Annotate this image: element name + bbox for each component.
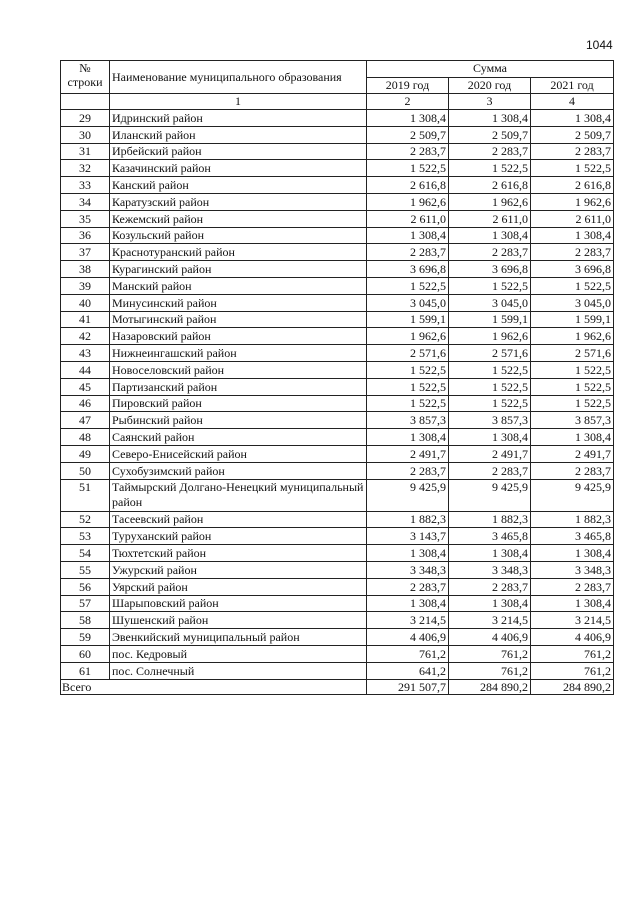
table-row	[61, 612, 614, 629]
value-2020: 2 283,7	[449, 143, 531, 160]
municipality-name: Рыбинский район	[110, 412, 367, 429]
row-number: 29	[61, 110, 110, 127]
total-2020: 284 890,2	[449, 679, 531, 694]
value-2020: 1 308,4	[449, 227, 531, 244]
value-2019: 3 143,7	[367, 528, 449, 545]
row-number: 38	[61, 261, 110, 278]
table-row	[61, 561, 614, 578]
value-2021: 1 522,5	[531, 160, 614, 177]
table-row	[61, 595, 614, 612]
municipality-name: Мотыгинский район	[110, 311, 367, 328]
value-2021: 3 465,8	[531, 528, 614, 545]
row-number: 49	[61, 445, 110, 462]
table-row	[61, 311, 614, 328]
col-num-empty	[61, 94, 110, 110]
row-number: 55	[61, 561, 110, 578]
row-number: 61	[61, 662, 110, 679]
value-2021: 2 509,7	[531, 126, 614, 143]
row-number: 52	[61, 511, 110, 528]
value-2019: 2 616,8	[367, 177, 449, 194]
budget-table	[60, 60, 614, 695]
row-number: 32	[61, 160, 110, 177]
value-2021: 2 491,7	[531, 445, 614, 462]
value-2020: 1 308,4	[449, 429, 531, 446]
value-2020: 1 308,4	[449, 545, 531, 562]
value-2021: 2 283,7	[531, 143, 614, 160]
col-num-3: 3	[449, 94, 531, 110]
value-2019: 1 308,4	[367, 110, 449, 127]
municipality-name: Казачинский район	[110, 160, 367, 177]
value-2019: 1 962,6	[367, 193, 449, 210]
table-row	[61, 462, 614, 479]
table-row	[61, 328, 614, 345]
municipality-name: Пировский район	[110, 395, 367, 412]
value-2020: 2 509,7	[449, 126, 531, 143]
value-2020: 3 465,8	[449, 528, 531, 545]
municipality-name: Тасеевский район	[110, 511, 367, 528]
municipality-name: Ирбейский район	[110, 143, 367, 160]
value-2019: 3 348,3	[367, 561, 449, 578]
municipality-name: Канский район	[110, 177, 367, 194]
row-number: 53	[61, 528, 110, 545]
table-row	[61, 193, 614, 210]
value-2021: 1 962,6	[531, 328, 614, 345]
municipality-name: Каратузский район	[110, 193, 367, 210]
municipality-name: Шушенский район	[110, 612, 367, 629]
municipality-name: Минусинский район	[110, 294, 367, 311]
value-2019: 1 882,3	[367, 511, 449, 528]
value-2020: 1 308,4	[449, 595, 531, 612]
municipality-name: Тюхтетский район	[110, 545, 367, 562]
table-row	[61, 143, 614, 160]
value-2020: 2 571,6	[449, 345, 531, 362]
row-number: 48	[61, 429, 110, 446]
value-2020: 1 522,5	[449, 395, 531, 412]
table-row	[61, 378, 614, 395]
row-number: 41	[61, 311, 110, 328]
value-2020: 2 611,0	[449, 210, 531, 227]
value-2019: 1 522,5	[367, 378, 449, 395]
value-2019: 1 522,5	[367, 395, 449, 412]
value-2021: 3 696,8	[531, 261, 614, 278]
value-2019: 1 522,5	[367, 277, 449, 294]
value-2020: 3 214,5	[449, 612, 531, 629]
value-2021: 1 308,4	[531, 429, 614, 446]
row-number: 47	[61, 412, 110, 429]
table-row	[61, 662, 614, 679]
table-row	[61, 345, 614, 362]
table-row	[61, 545, 614, 562]
row-number-symbol: №	[79, 61, 91, 75]
row-number: 44	[61, 361, 110, 378]
municipality-name: Туруханский район	[110, 528, 367, 545]
year-header-2020: 2020 год	[449, 78, 531, 94]
municipality-name: Назаровский район	[110, 328, 367, 345]
value-2021: 4 406,9	[531, 629, 614, 646]
row-number: 54	[61, 545, 110, 562]
value-2019: 3 045,0	[367, 294, 449, 311]
value-2019: 1 599,1	[367, 311, 449, 328]
year-header-2019: 2019 год	[367, 78, 449, 94]
value-2021: 3 348,3	[531, 561, 614, 578]
table-row	[61, 412, 614, 429]
value-2019: 2 611,0	[367, 210, 449, 227]
value-2020: 2 283,7	[449, 462, 531, 479]
table-row	[61, 395, 614, 412]
municipality-name: Северо-Енисейский район	[110, 445, 367, 462]
row-number-header	[61, 61, 110, 94]
col-num-1: 1	[110, 94, 367, 110]
municipality-name: Кежемский район	[110, 210, 367, 227]
year-header-2021: 2021 год	[531, 78, 614, 94]
value-2019: 641,2	[367, 662, 449, 679]
value-2019: 2 491,7	[367, 445, 449, 462]
col-num-2: 2	[367, 94, 449, 110]
value-2020: 1 522,5	[449, 378, 531, 395]
value-2021: 2 571,6	[531, 345, 614, 362]
value-2020: 1 522,5	[449, 277, 531, 294]
table-row	[61, 210, 614, 227]
value-2019: 761,2	[367, 645, 449, 662]
value-2019: 2 283,7	[367, 143, 449, 160]
row-number: 57	[61, 595, 110, 612]
value-2019: 2 571,6	[367, 345, 449, 362]
value-2020: 1 522,5	[449, 361, 531, 378]
table-body	[61, 110, 614, 680]
value-2021: 2 283,7	[531, 244, 614, 261]
value-2019: 3 857,3	[367, 412, 449, 429]
row-number: 51	[61, 479, 110, 511]
table-row	[61, 645, 614, 662]
value-2020: 2 491,7	[449, 445, 531, 462]
value-2019: 1 962,6	[367, 328, 449, 345]
value-2021: 2 283,7	[531, 462, 614, 479]
value-2021: 2 616,8	[531, 177, 614, 194]
total-label: Всего	[61, 679, 367, 694]
value-2021: 1 522,5	[531, 395, 614, 412]
row-number: 45	[61, 378, 110, 395]
value-2019: 2 509,7	[367, 126, 449, 143]
value-2020: 1 599,1	[449, 311, 531, 328]
value-2021: 1 522,5	[531, 277, 614, 294]
value-2020: 3 696,8	[449, 261, 531, 278]
total-row	[61, 679, 614, 694]
value-2021: 1 962,6	[531, 193, 614, 210]
value-2021: 3 214,5	[531, 612, 614, 629]
municipality-name: пос. Солнечный	[110, 662, 367, 679]
value-2021: 1 308,4	[531, 545, 614, 562]
row-number: 36	[61, 227, 110, 244]
municipality-name: Партизанский район	[110, 378, 367, 395]
value-2020: 4 406,9	[449, 629, 531, 646]
value-2020: 2 616,8	[449, 177, 531, 194]
value-2019: 1 308,4	[367, 545, 449, 562]
value-2021: 1 308,4	[531, 227, 614, 244]
value-2021: 3 857,3	[531, 412, 614, 429]
value-2019: 2 283,7	[367, 462, 449, 479]
table-row	[61, 244, 614, 261]
page-number: 1044	[586, 38, 613, 52]
total-2019: 291 507,7	[367, 679, 449, 694]
table-row	[61, 126, 614, 143]
table-row	[61, 511, 614, 528]
value-2021: 3 045,0	[531, 294, 614, 311]
value-2021: 761,2	[531, 662, 614, 679]
value-2020: 1 962,6	[449, 328, 531, 345]
municipality-name: Уярский район	[110, 578, 367, 595]
value-2020: 761,2	[449, 645, 531, 662]
value-2020: 1 962,6	[449, 193, 531, 210]
table-row	[61, 160, 614, 177]
municipality-name: Иланский район	[110, 126, 367, 143]
municipality-name: Саянский район	[110, 429, 367, 446]
col-num-4: 4	[531, 94, 614, 110]
row-number: 50	[61, 462, 110, 479]
municipality-name: Краснотуранский район	[110, 244, 367, 261]
value-2020: 1 308,4	[449, 110, 531, 127]
value-2020: 9 425,9	[449, 479, 531, 511]
value-2021: 1 522,5	[531, 361, 614, 378]
row-number: 42	[61, 328, 110, 345]
value-2021: 761,2	[531, 645, 614, 662]
value-2019: 2 283,7	[367, 578, 449, 595]
value-2021: 1 308,4	[531, 595, 614, 612]
municipality-name: Нижнеингашский район	[110, 345, 367, 362]
table-row	[61, 479, 614, 511]
row-number: 37	[61, 244, 110, 261]
table-row	[61, 261, 614, 278]
row-number: 56	[61, 578, 110, 595]
value-2019: 4 406,9	[367, 629, 449, 646]
table-row	[61, 294, 614, 311]
value-2021: 1 599,1	[531, 311, 614, 328]
municipality-name: Манский район	[110, 277, 367, 294]
municipality-name: Курагинский район	[110, 261, 367, 278]
table-row	[61, 177, 614, 194]
municipality-name: Эвенкийский муниципальный район	[110, 629, 367, 646]
row-number: 46	[61, 395, 110, 412]
value-2020: 2 283,7	[449, 578, 531, 595]
table-row	[61, 277, 614, 294]
table-row	[61, 629, 614, 646]
row-number: 31	[61, 143, 110, 160]
table-row	[61, 429, 614, 446]
sum-header: Сумма	[367, 61, 614, 78]
name-header: Наименование муниципального образования	[110, 61, 367, 94]
row-number: 58	[61, 612, 110, 629]
table-row	[61, 528, 614, 545]
municipality-name: Шарыповский район	[110, 595, 367, 612]
municipality-name: Таймырский Долгано-Ненецкий муниципальный район	[110, 479, 367, 511]
value-2020: 2 283,7	[449, 244, 531, 261]
row-number: 43	[61, 345, 110, 362]
value-2019: 1 522,5	[367, 160, 449, 177]
row-number-word: строки	[67, 75, 103, 89]
value-2020: 3 857,3	[449, 412, 531, 429]
row-number: 30	[61, 126, 110, 143]
value-2021: 9 425,9	[531, 479, 614, 511]
value-2019: 1 308,4	[367, 227, 449, 244]
table-row	[61, 227, 614, 244]
municipality-name: Сухобузимский район	[110, 462, 367, 479]
row-number: 59	[61, 629, 110, 646]
municipality-name: Ужурский район	[110, 561, 367, 578]
row-number: 34	[61, 193, 110, 210]
value-2019: 2 283,7	[367, 244, 449, 261]
total-2021: 284 890,2	[531, 679, 614, 694]
row-number: 35	[61, 210, 110, 227]
value-2019: 3 214,5	[367, 612, 449, 629]
table-row	[61, 445, 614, 462]
value-2021: 2 611,0	[531, 210, 614, 227]
municipality-name: пос. Кедровый	[110, 645, 367, 662]
municipality-name: Козульский район	[110, 227, 367, 244]
row-number: 60	[61, 645, 110, 662]
value-2020: 761,2	[449, 662, 531, 679]
value-2019: 1 522,5	[367, 361, 449, 378]
municipality-name: Новоселовский район	[110, 361, 367, 378]
value-2020: 3 348,3	[449, 561, 531, 578]
value-2019: 1 308,4	[367, 429, 449, 446]
table-row	[61, 110, 614, 127]
value-2020: 1 882,3	[449, 511, 531, 528]
value-2019: 3 696,8	[367, 261, 449, 278]
value-2020: 3 045,0	[449, 294, 531, 311]
municipality-name: Идринский район	[110, 110, 367, 127]
row-number: 33	[61, 177, 110, 194]
value-2020: 1 522,5	[449, 160, 531, 177]
value-2021: 1 522,5	[531, 378, 614, 395]
row-number: 40	[61, 294, 110, 311]
value-2019: 1 308,4	[367, 595, 449, 612]
table-row	[61, 361, 614, 378]
value-2021: 2 283,7	[531, 578, 614, 595]
row-number: 39	[61, 277, 110, 294]
value-2021: 1 308,4	[531, 110, 614, 127]
value-2019: 9 425,9	[367, 479, 449, 511]
table-row	[61, 578, 614, 595]
value-2021: 1 882,3	[531, 511, 614, 528]
